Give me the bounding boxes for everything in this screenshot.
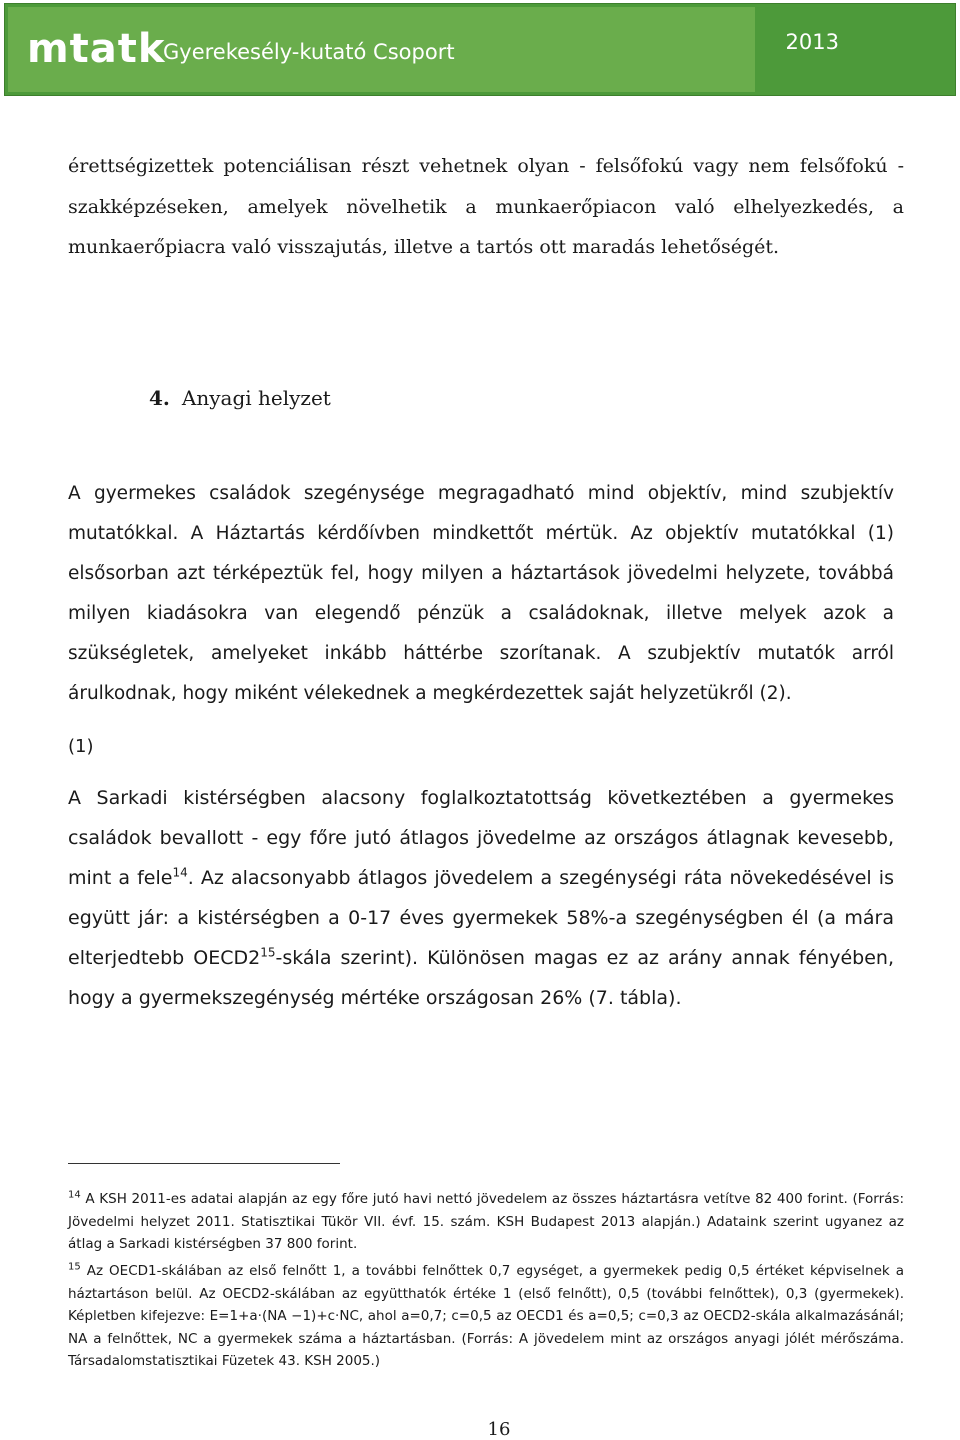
group-name: Gyerekesély-kutató Csoport [163,40,455,64]
section-number: 4. [149,386,170,410]
mtatk-logo: mtatk [27,26,166,72]
footnote-text: Az OECD1-skálában az első felnőtt 1, a további felnőttek 0,7 egységet, a gyermekek pedig 0,5 értéket képviselnek a háztartáson belül. Az OECD2-skálában az együtthatók értéke 1 (első felnőtt), 0,5 (további felnőttek), 0,3 (gyermekek). Képletben kifejezve: E=1+a·(NA −1)+c·NC, ahol a=0,7; c=0,5 az OECD1 és a=0,5; c=0,3 az OECD2-skála alkalmazásánál; NA a felnőttek, NC a gyermekek száma a háztartásban. (Forrás: A jövedelem mint az országos anyagi jólét mérőszáma. Társadalomstatisztikai Füzetek 43. KSH 2005.) [68,1263,904,1369]
section-heading [149,386,331,410]
footnote-14 [68,1188,904,1256]
footnote-separator [68,1163,340,1164]
footnote-15 [68,1260,904,1373]
intro-paragraph: érettségizettek potenciálisan részt vehetnek olyan - felsőfokú vagy nem felsőfokú - szakképzéseken, amelyek növelhetik a munkaerőpiacon való elhelyezkedés, a munkaerőpiacra való visszajutás, illetve a tartós ott maradás lehetőségét. [68,155,904,258]
sarkad-text-1: A Sarkadi kistérségben alacsony foglalkoztatottság következtében a gyermekes családok bevallott - egy főre jutó átlagos jövedelme az országos átlagnak kevesebb, mint a fele [68,787,894,889]
sarkad-text-3: -skála szerint). Különösen magas ez az arány annak fényében, hogy a gyermekszegénység mértéke országosan 26% (7. tábla). [68,947,894,1009]
footnote-marker: 15 [68,1261,81,1273]
header-banner [4,3,956,96]
section-title: Anyagi helyzet [181,386,331,410]
section-paragraph: A gyermekes családok szegénysége megragadható mind objektív, mind szubjektív mutatókkal. A Háztartás kérdőívben mindkettőt mértük. Az objektív mutatókkal (1) elsősorban azt térképeztük fel, hogy milyen a háztartások jövedelmi helyzete, továbbá milyen kiadásokra van elegendő pénzük a családoknak, illetve melyek azok a szükségletek, amelyeket inkább háttérbe szorítanak. A szubjektív mutatók arról árulkodnak, hogy miként vélekednek a megkérdezettek saját helyzetükről (2). [68,483,894,704]
footnote-text: A KSH 2011-es adatai alapján az egy főre jutó havi nettó jövedelem az összes háztartásra vetítve 82 400 forint. (Forrás: Jövedelmi helyzet 2011. Statisztikai Tükör VII. évf. 15. szám. KSH Budapest 2013 alapján.) Adataink szerint ugyanez az átlag a Sarkadi kistérségben 37 800 forint. [68,1191,904,1252]
sarkad-text-2: . Az alacsonyabb átlagos jövedelem a szegénységi ráta növekedésével is együtt jár: a kistérségben a 0-17 éves gyermekek 58%-a szegénységben él (a mára elterjedtebb OECD2 [68,867,894,969]
subsection-label: (1) [68,736,94,757]
footnote-ref-15[interactable]: 15 [260,945,276,960]
page-number: 16 [487,1419,511,1440]
header-year: 2013 [785,30,839,54]
footnote-marker: 14 [68,1189,81,1201]
footnote-ref-14[interactable]: 14 [172,865,188,880]
sarkad-paragraph [68,778,894,1018]
